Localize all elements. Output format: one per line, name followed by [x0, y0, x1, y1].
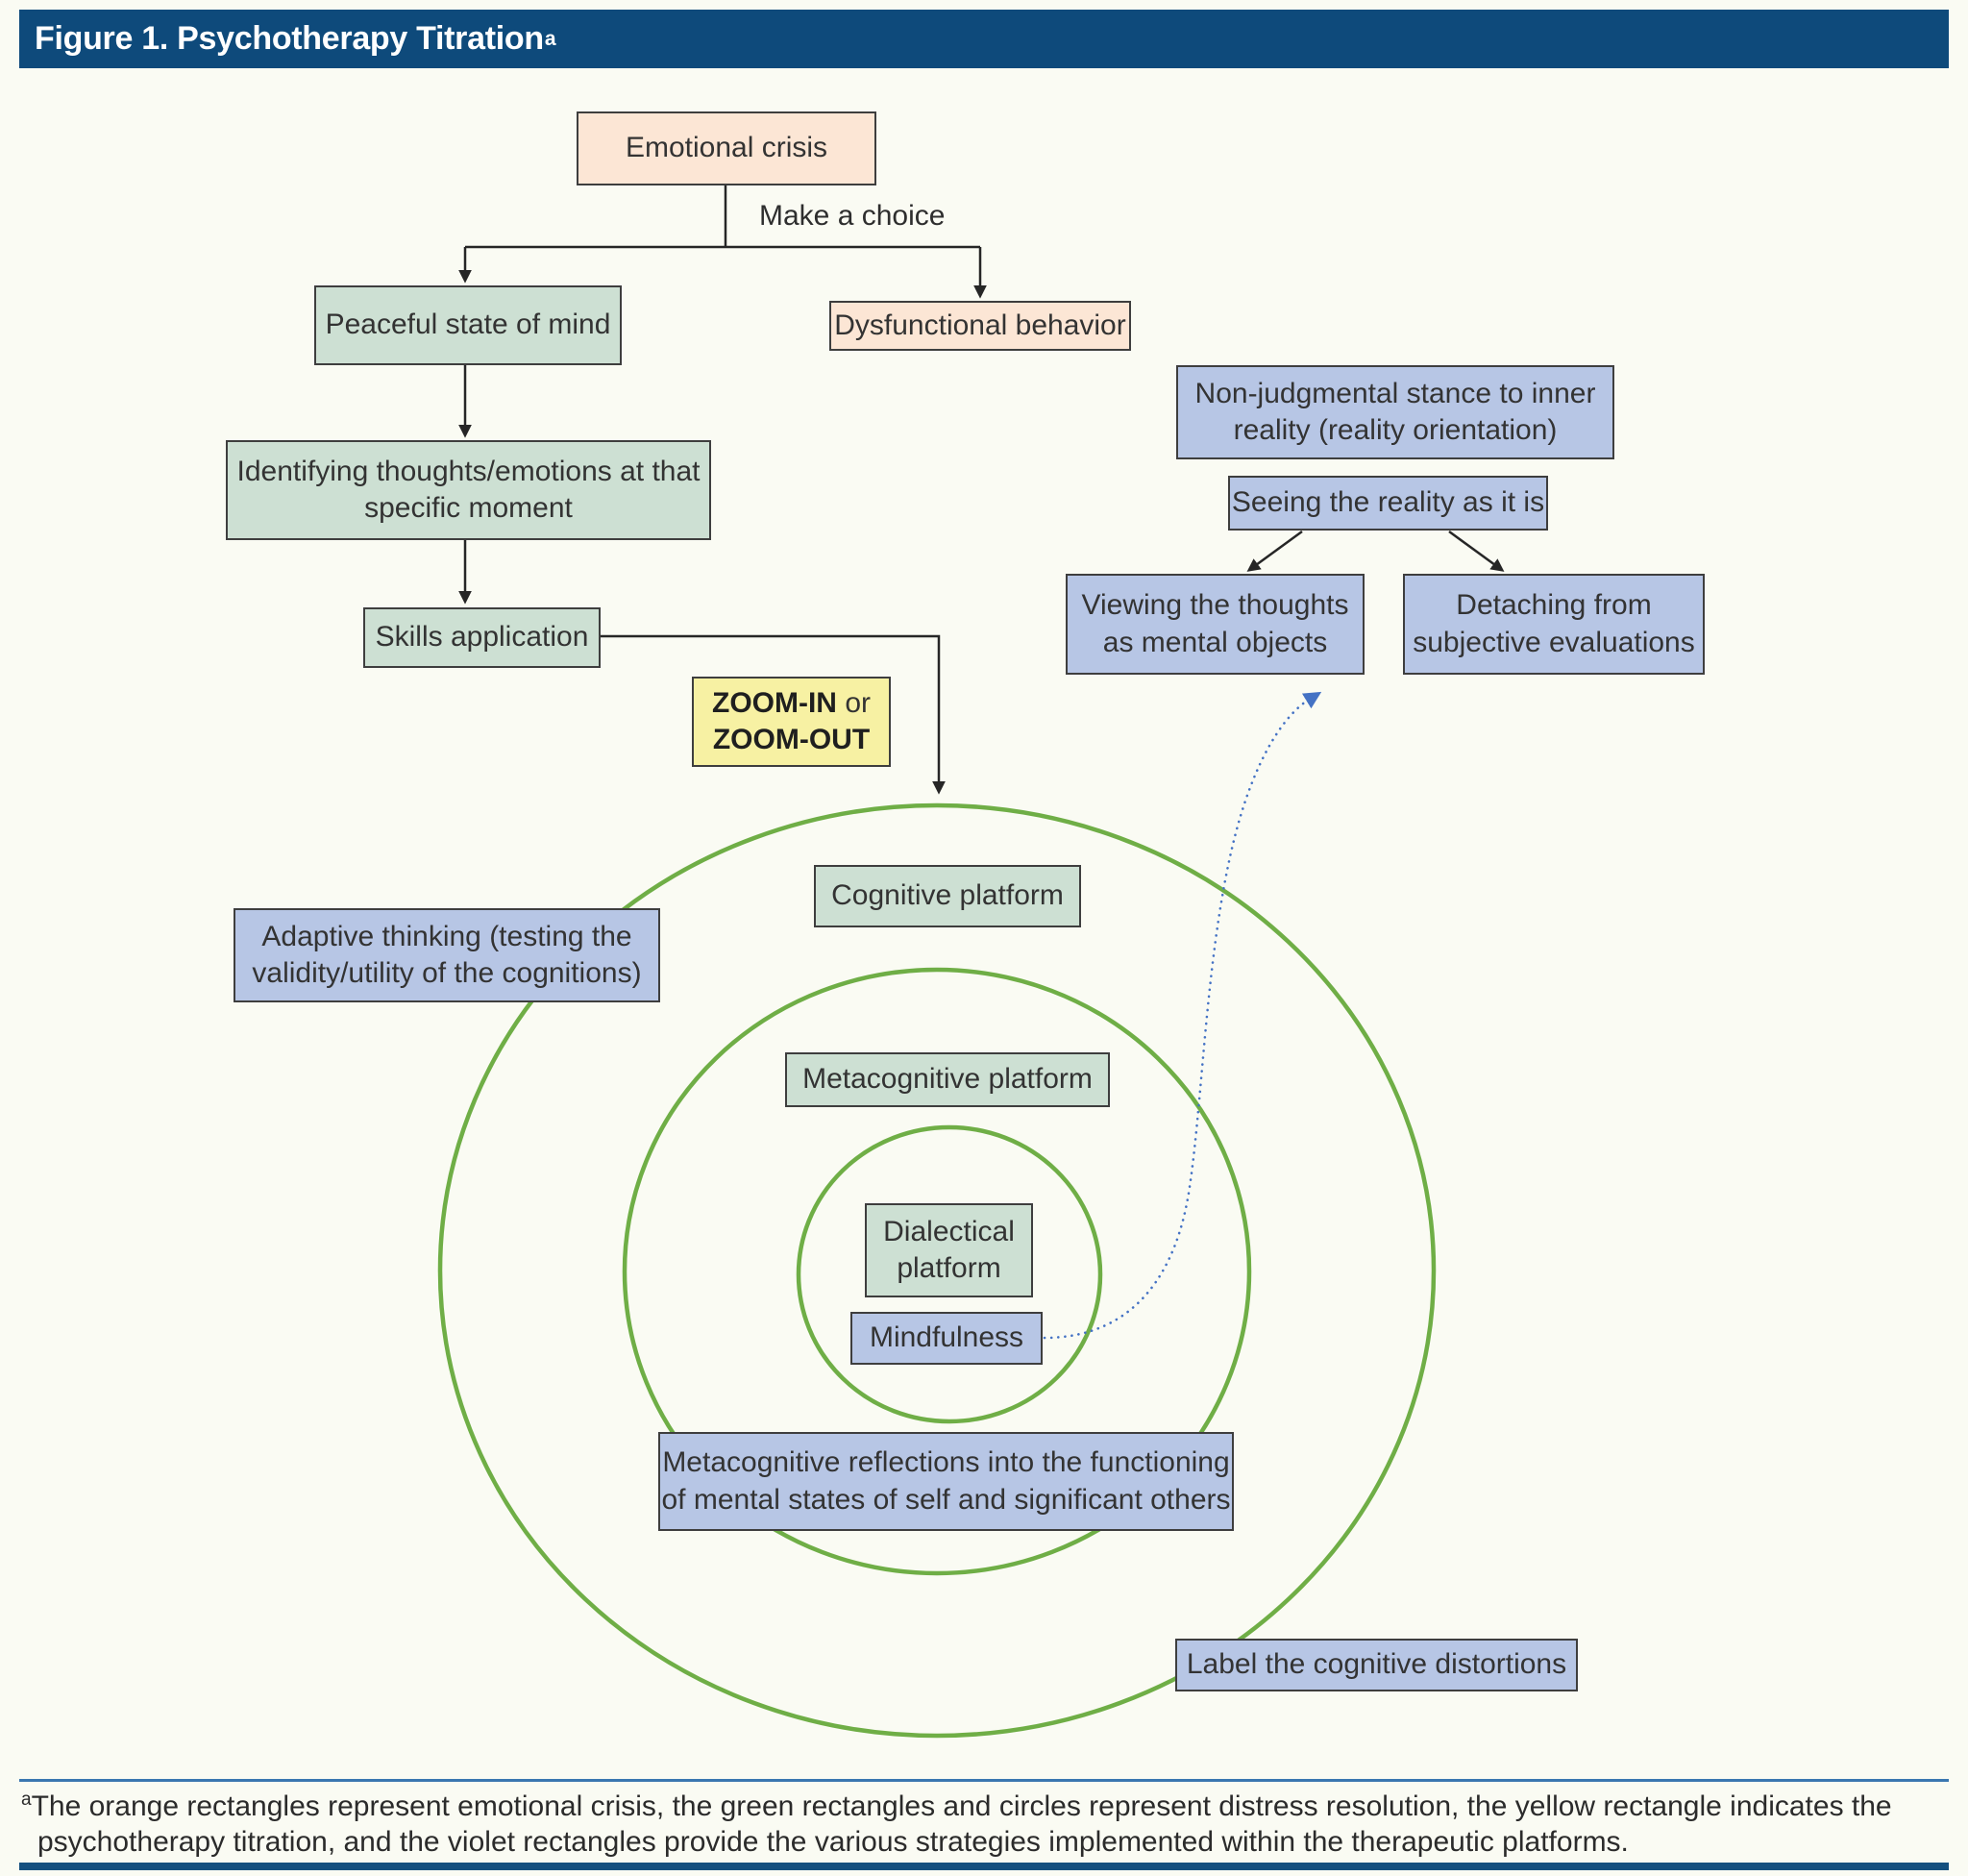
peaceful-state-box	[314, 285, 622, 365]
mindfulness-dotted-arrow	[1045, 700, 1309, 1338]
cognitive-platform-label: Cognitive platform	[831, 879, 1064, 912]
dysfunctional-behavior-box	[829, 301, 1131, 351]
skills-application-label: Skills application	[375, 621, 589, 654]
footnote-separator-rule	[19, 1779, 1949, 1782]
viewing-thoughts-line-1: Viewing the thoughts	[1081, 589, 1349, 622]
zoom-in-text: ZOOM-IN	[712, 686, 837, 719]
metacognitive-platform-label: Metacognitive platform	[802, 1063, 1093, 1096]
figure-title-bar: Figure 1. Psychotherapy Titration a	[19, 10, 1949, 68]
detaching-line-1: Detaching from	[1456, 589, 1652, 622]
emotional-crisis-box	[577, 111, 876, 185]
footnote-text-2: psychotherapy titration, and the violet rectangles provide the various strategies implemented within the therapeutic platforms.	[37, 1825, 1629, 1858]
adaptive-thinking-line-2: validity/utility of the cognitions)	[252, 957, 642, 989]
skills-application-box	[363, 607, 601, 668]
mindfulness-box	[850, 1312, 1043, 1365]
make-a-choice-label: Make a choice	[759, 200, 946, 232]
dysfunctional-behavior-label: Dysfunctional behavior	[834, 309, 1126, 341]
dialectical-platform-box	[865, 1203, 1033, 1297]
figure-bottom-rule	[19, 1863, 1949, 1870]
adaptive-thinking-box	[234, 908, 660, 1002]
viewing-thoughts-line-2: as mental objects	[1102, 626, 1328, 658]
non-judgmental-line-2: reality (reality orientation)	[1233, 414, 1558, 446]
non-judgmental-line-1: Non-judgmental stance to inner	[1194, 377, 1596, 409]
cognitive-platform-box	[814, 865, 1081, 927]
zoom-or-text: or	[836, 686, 871, 719]
identifying-thoughts-box	[226, 440, 711, 540]
footnote-superscript: a	[21, 1790, 32, 1810]
zoom-out-text: ZOOM-OUT	[712, 724, 871, 755]
reflections-line-2: of mental states of self and significant others	[661, 1483, 1231, 1516]
metacognitive-platform-box	[785, 1052, 1110, 1107]
peaceful-state-label: Peaceful state of mind	[325, 309, 611, 341]
detaching-box	[1403, 574, 1705, 675]
identifying-line-1: Identifying thoughts/emotions at that	[236, 455, 701, 487]
zoom-box-line-1	[712, 685, 871, 722]
seeing-reality-label: Seeing the reality as it is	[1231, 486, 1545, 519]
emotional-crisis-label: Emotional crisis	[625, 132, 828, 164]
dialectical-line-1: Dialectical	[883, 1215, 1015, 1247]
zoom-in-out-box	[692, 677, 891, 767]
reflections-line-1: Metacognitive reflections into the functioning	[662, 1446, 1230, 1479]
label-distortions-box	[1175, 1639, 1578, 1691]
adaptive-thinking-line-1: Adaptive thinking (testing the	[261, 920, 632, 952]
viewing-thoughts-box	[1066, 574, 1365, 675]
mindfulness-label: Mindfulness	[869, 1321, 1024, 1354]
identifying-line-2: specific moment	[364, 492, 573, 524]
metacognitive-reflections-box	[658, 1432, 1234, 1531]
footnote	[21, 1790, 1943, 1860]
figure-title: Figure 1. Psychotherapy Titration	[35, 20, 544, 57]
label-distortions-label: Label the cognitive distortions	[1186, 1648, 1567, 1681]
arrow-seeing-to-detaching	[1449, 531, 1495, 565]
arrow-seeing-to-viewing	[1256, 531, 1302, 565]
footnote-text-1: The orange rectangles represent emotional crisis, the green rectangles and circles represent distress resolution, the yellow rectangle indicates the	[31, 1790, 1892, 1822]
dialectical-line-2: platform	[897, 1252, 1001, 1284]
seeing-reality-box	[1228, 476, 1548, 531]
footnote-line-1	[21, 1790, 1892, 1822]
non-judgmental-box	[1176, 365, 1614, 459]
detaching-line-2: subjective evaluations	[1413, 626, 1695, 658]
